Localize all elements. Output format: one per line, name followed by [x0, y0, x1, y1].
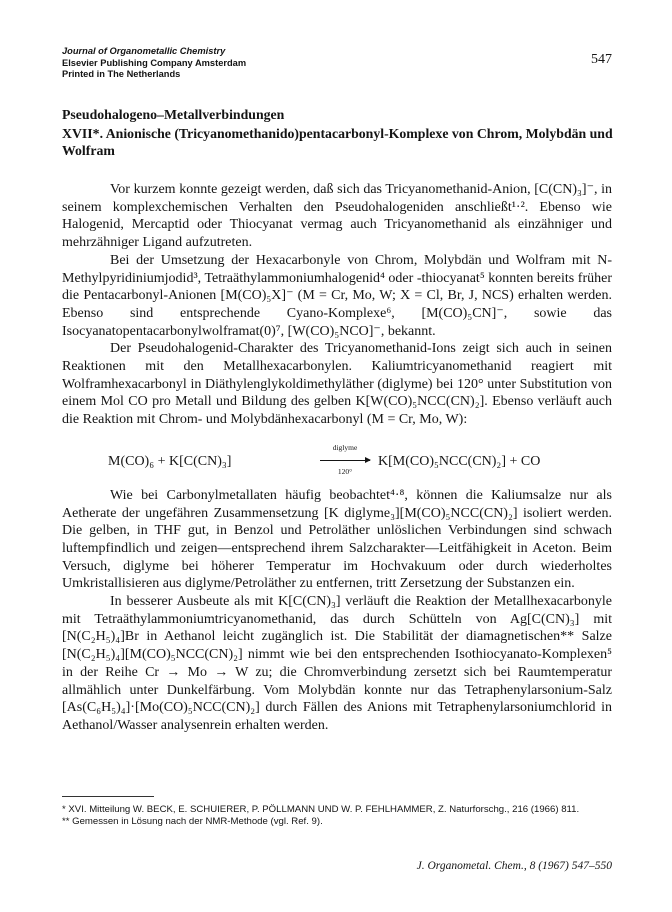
- journal-citation: J. Organometal. Chem., 8 (1967) 547–550: [416, 860, 612, 872]
- arrow-condition-solvent: diglyme: [332, 442, 358, 452]
- paragraph-5: In besserer Ausbeute als mit K[C(CN)₃] verläuft die Reaktion der Metallhexacarbonyle mit Tetraäthylammoniumtricyanomethanid, das durch Schütteln von Ag[C(CN)₃] mit [N(C₂H₅)₄]Br in Aethanol leicht zugänglich ist. Die Stabilität der diamagnetischen** Salze [N(C₂H₅)₄][M(CO)₅NCC(CN)₂] nimmt wie bei den entsprechenden Isothiocyanato-Komplexen⁵ in der Reihe Cr → Mo → W zu; die Chromverbindung zersetzt sich bei Raumtemperatur allmählich unter Dunkelfärbung. Vom Molybdän konnte nur das Tetraphenylarsonium-Salz [As(C₆H₅)₄]·[Mo(CO)₅NCC(CN)₂] durch Fällen des Anions mit Tetraphenylarsoniumchlorid in Aethanol/Wasser analysenrein erhalten werden.: [62, 594, 612, 733]
- article-title: [62, 106, 622, 159]
- arrow-icon: [320, 460, 370, 461]
- footnote-1: * XVI. Mitteilung W. BECK, E. SCHUIERER, P. PÖLLMANN UND W. P. FEHLHAMMER, Z. Naturforschg., 216 (1966) 811.: [62, 804, 580, 815]
- footnotes: [62, 804, 612, 829]
- paragraph-3: Der Pseudohalogenid-Charakter des Tricyanomethanid-Ions zeigt sich auch in seinen Reaktionen mit den Metallhexacarbonylen. Kaliumtricyanomethanid reagiert mit Wolframhexacarbonyl in Diäthylenglykoldimethyläther (diglyme) bei 120° unter Substitution von einem Mol CO pro Metall und Bildung des gelben K[W(CO)₅NCC(CN)₂]. Ebenso verläuft auch die Reaktion mit Chrom- und Molybdänhexacarbonyl (M = Cr, Mo, W):: [62, 341, 612, 428]
- journal-name: Journal of Organometallic Chemistry: [62, 46, 226, 56]
- reaction-equation: [62, 437, 612, 477]
- arrow-condition-temp: 120°: [337, 466, 353, 476]
- title-series: Pseudohalogeno–Metallverbindungen: [62, 107, 285, 122]
- paragraph-2: Bei der Umsetzung der Hexacarbonyle von Chrom, Molybdän und Wolfram mit N-Methylpyridiniumjodid³, Tetraäthylammoniumhalogenid⁴ oder -thiocyanat⁵ konnten bereits früher die Pentacarbonyl-Anionen [M(CO)₅X]⁻ (M = Cr, Mo, W; X = Cl, Br, J, NCS) erhalten werden. Ebenso sind entsprechende Cyano-Komplexe⁶, [M(CO)₅CN]⁻, sowie das Isocyanatopentacarbonylwolframat(0)⁷, [W(CO)₅NCO]⁻, bekannt.: [62, 252, 612, 339]
- article-body: [62, 181, 612, 735]
- paragraph-1: Vor kurzem konnte gezeigt werden, daß sich das Tricyanomethanid-Anion, [C(CN)₃]⁻, in seinem komplexchemischen Verhalten den Pseudohalogeniden anschließt¹·². Ebenso wie Halogenid, Mercaptid oder Thiocyanat vermag auch Tricyanomethanid als einzähniger und mehrzähniger Ligand aufzutreten.: [62, 182, 612, 251]
- equation-products: K[M(CO)₅NCC(CN)₂] + CO: [378, 453, 541, 469]
- printed-line: Printed in The Netherlands: [62, 69, 181, 79]
- title-main: XVII*. Anionische (Tricyanomethanido)pentacarbonyl-Komplexe von Chrom, Molybdän und Wolfram: [62, 126, 613, 158]
- publisher-line: Elsevier Publishing Company Amsterdam: [62, 57, 247, 68]
- equation-reactants: M(CO)₆ + K[C(CN)₃]: [108, 453, 232, 469]
- journal-header: [62, 46, 246, 81]
- footnote-divider: [62, 796, 154, 797]
- paragraph-4: Wie bei Carbonylmetallaten häufig beobachtet⁴·⁸, können die Kaliumsalze nur als Aetherate der ungefähren Zusammensetzung [K diglyme₃][M(CO)₅NCC(CN)₂] isoliert werden. Die gelben, in THF gut, in Benzol und Petroläther unlöslichen Verbindungen sind schwach luftempfindlich und zeigen—entsprechend ihrem Salzcharakter—Leitfähigkeit in Aceton. Beim Versuch, diglyme bei höherer Temperatur im Hochvakuum oder durch wiederholtes Umkristallisieren aus diglyme/Petroläther zu entfernen, tritt Zersetzung der Substanzen ein.: [62, 487, 612, 592]
- reaction-arrow: [320, 439, 370, 480]
- page-number: 547: [591, 52, 612, 67]
- footnote-2: ** Gemessen in Lösung nach der NMR-Methode (vgl. Ref. 9).: [62, 816, 323, 828]
